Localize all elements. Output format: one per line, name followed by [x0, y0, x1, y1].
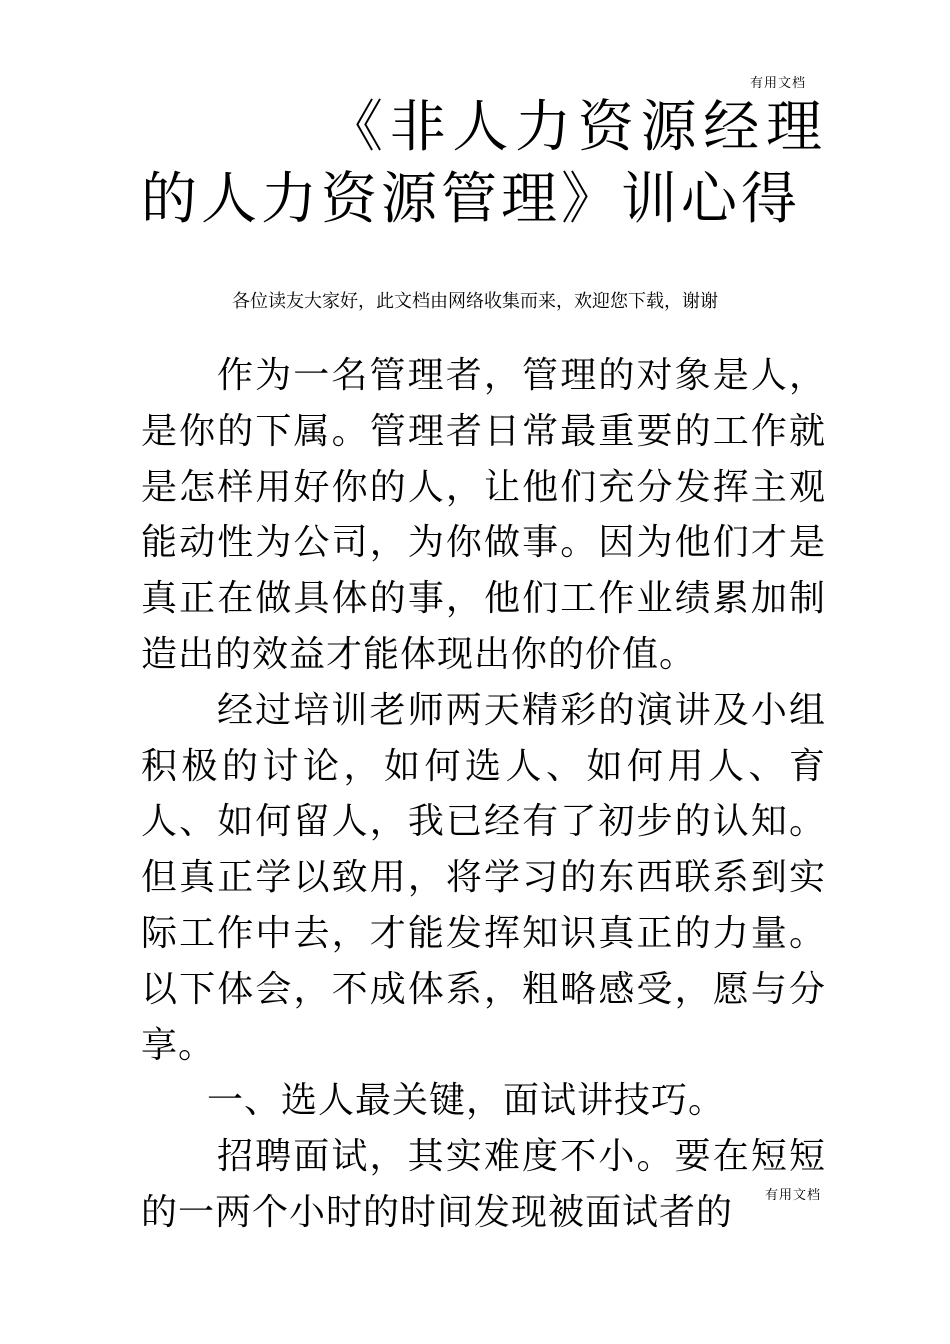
- paragraph: 作为一名管理者，管理的对象是人，是你的下属。管理者日常最重要的工作就是怎样用好你的人，让他们充分发挥主观能动性为公司，为你做事。因为他们才是真正在做具体的事，他们工作业绩累加制造出的效益才能体现出你的价值。: [141, 355, 826, 675]
- paragraph: 经过培训老师两天精彩的演讲及小组积极的讨论，如何选人、如何用人、育人、如何留人，我已经有了初步的认知。但真正学以致用，将学习的东西联系到实际工作中去，才能发挥知识真正的力量。以下体会，不成体系，粗略感受，愿与分享。: [141, 689, 826, 1066]
- page-footer-label: 有用文档: [764, 1188, 821, 1203]
- greeting-line: 各位读友大家好，此文档由网络收集而来，欢迎您下载，谢谢: [232, 291, 718, 312]
- document-body: [141, 348, 826, 1241]
- document-title: 《非人力资源经理的人力资源管理》训心得: [141, 95, 826, 232]
- page-header-label: 有用文档: [749, 76, 806, 91]
- section-heading: 一、选人最关键，面试讲技巧。: [207, 1080, 726, 1122]
- paragraph: 招聘面试，其实难度不小。要在短短的一两个小时的时间发现被面试者的: [141, 1136, 826, 1233]
